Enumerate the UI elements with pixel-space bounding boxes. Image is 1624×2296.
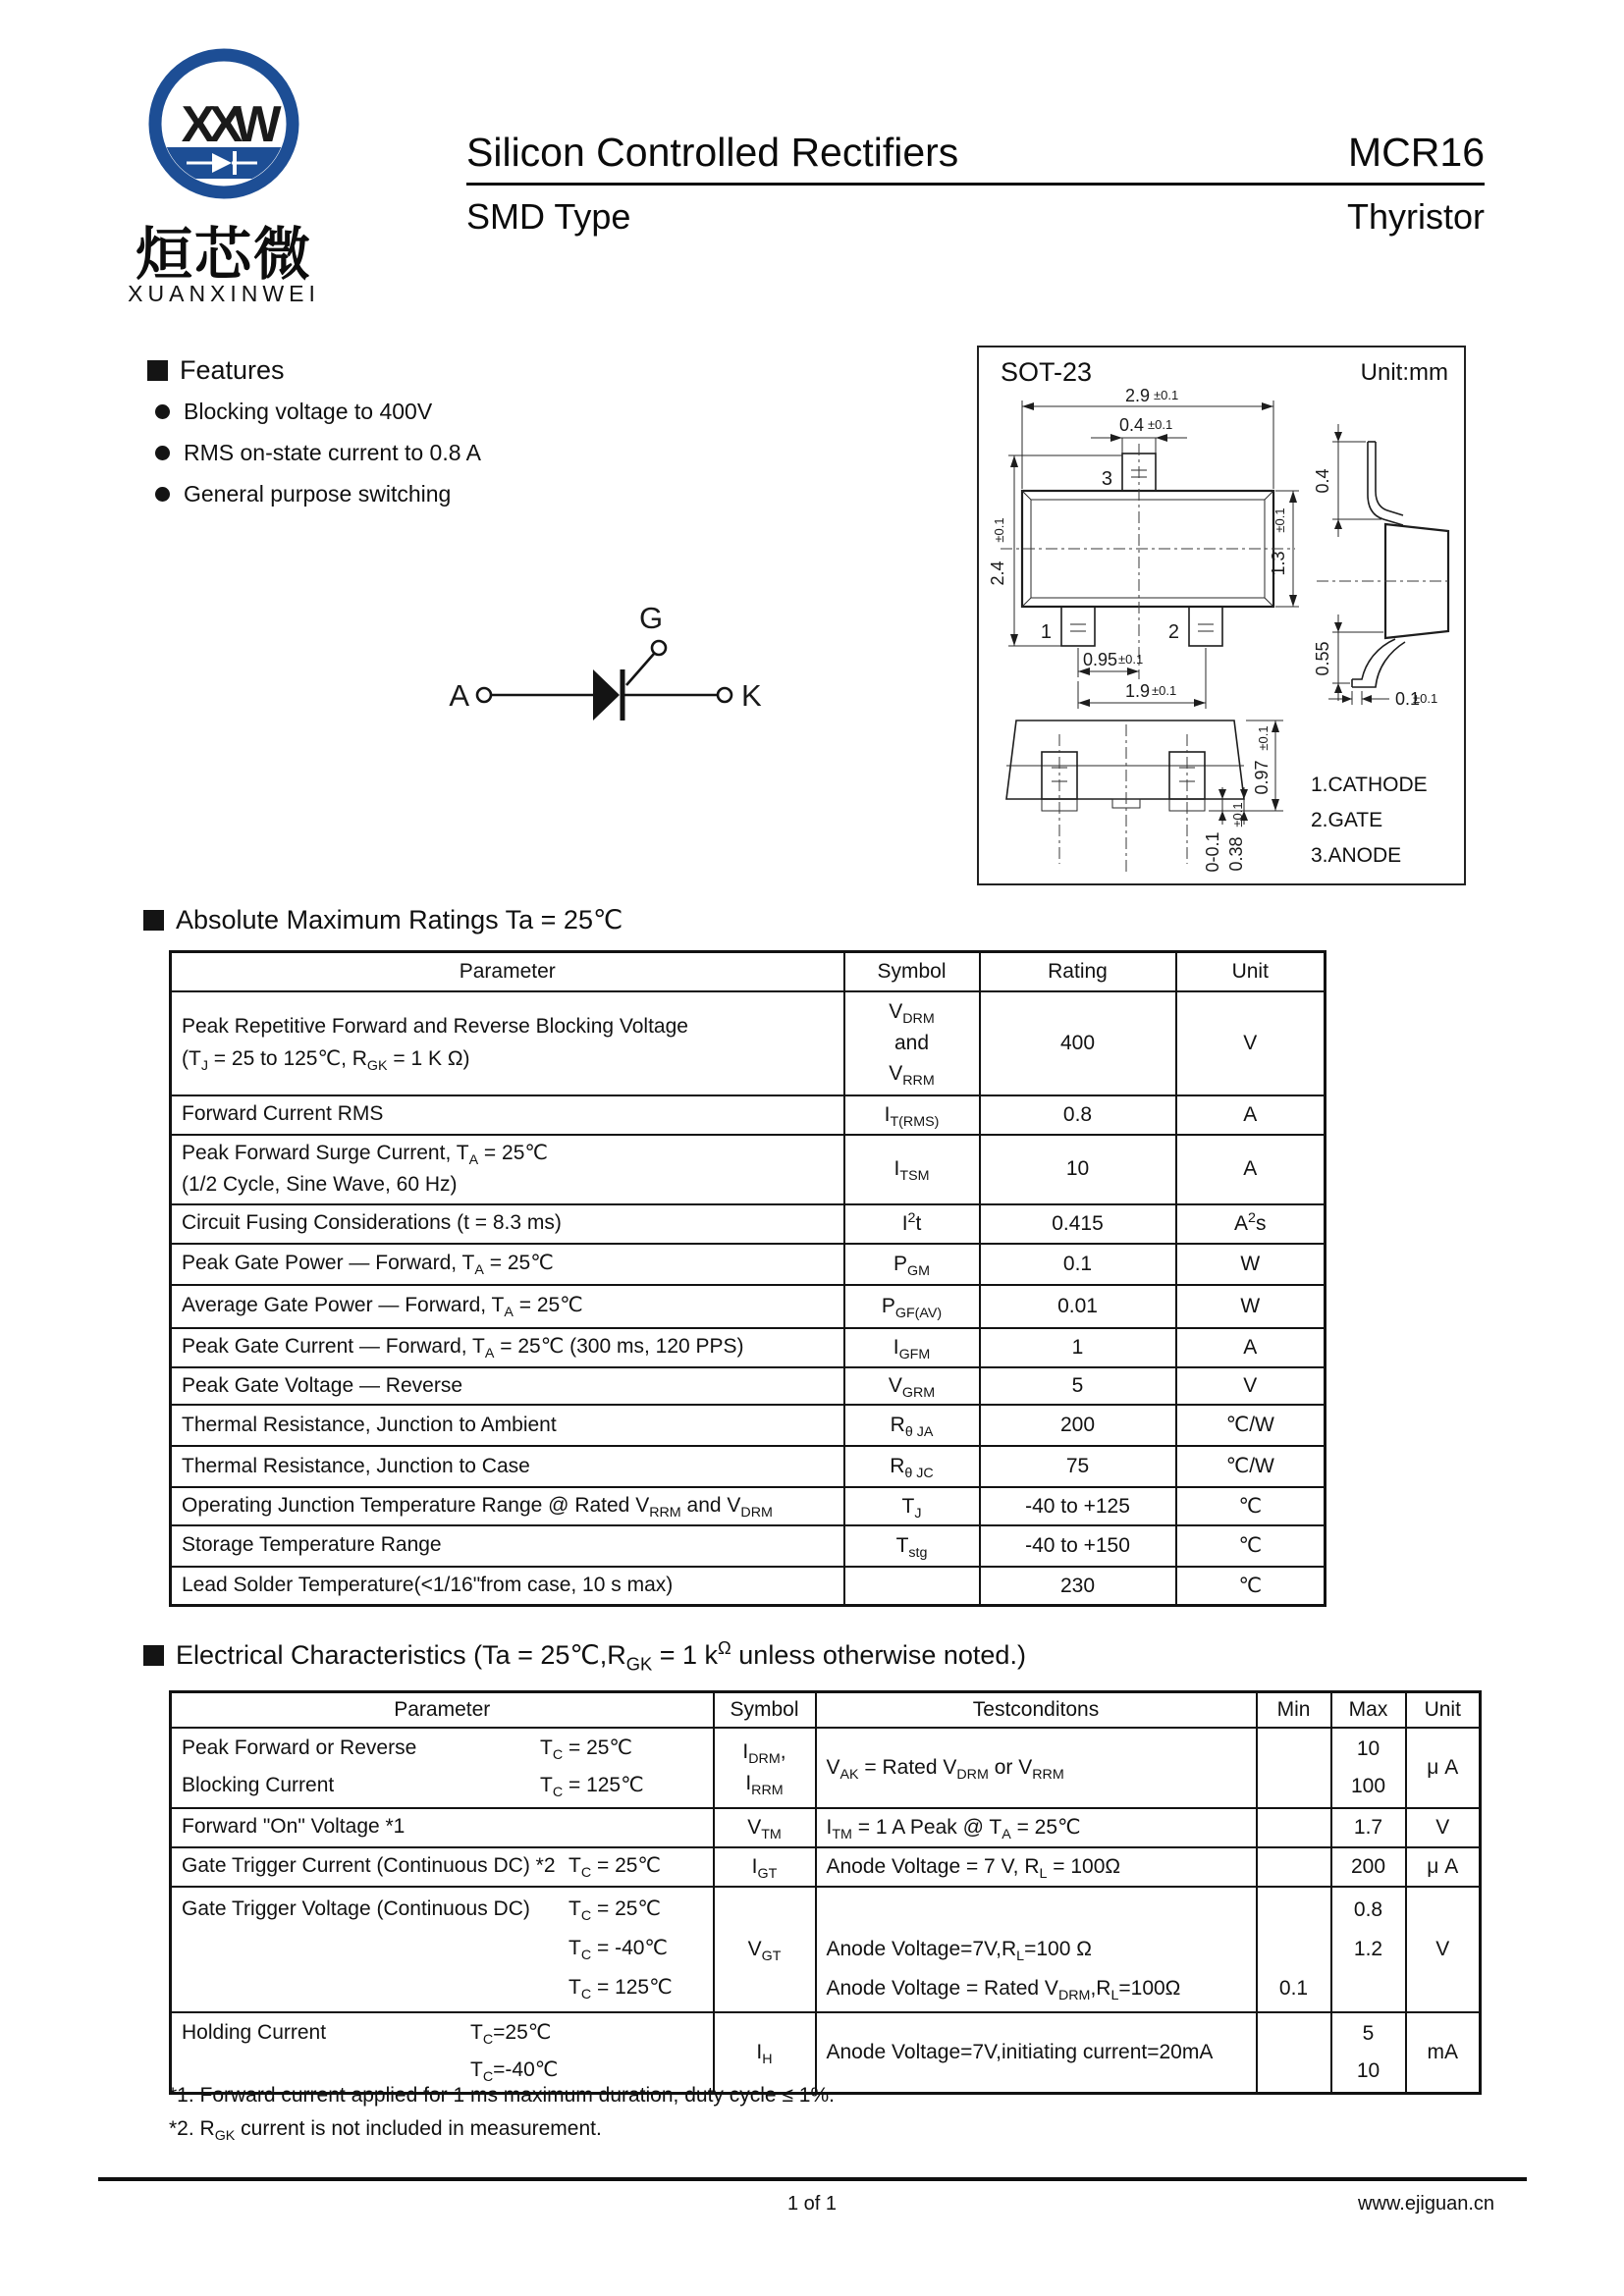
svg-text:±0.1: ±0.1 xyxy=(1256,725,1271,751)
svg-text:±0.1: ±0.1 xyxy=(1152,683,1177,698)
unit-cell: V xyxy=(1406,1808,1481,1847)
bullet-icon xyxy=(155,487,170,502)
param-cell: Forward "On" Voltage *1 xyxy=(171,1808,714,1847)
column-header: Min xyxy=(1257,1692,1331,1728)
max-cell: 200 xyxy=(1331,1847,1406,1887)
symbol-cell: $P_{GM}$ xyxy=(844,1244,980,1285)
svg-text:0.4: 0.4 xyxy=(1118,415,1144,435)
table-row xyxy=(171,1285,1326,1328)
svg-text:1.3: 1.3 xyxy=(1269,551,1288,576)
features-heading: Features xyxy=(147,355,285,386)
param-cell: Thermal Resistance, Junction to Ambient xyxy=(171,1405,844,1446)
unit-cell: W xyxy=(1176,1244,1326,1285)
testcondition-cell: $V_{AK}$ = Rated $V_{DRM}$ or $V_{RRM}$ xyxy=(816,1728,1257,1808)
testcondition-cell: Anode Voltage = 7 V, $R_L = 100\Omega$ xyxy=(816,1847,1257,1887)
symbol-cell: $T_{stg}$ xyxy=(844,1525,980,1567)
param-cell: Operating Junction Temperature Range @ Rated $V_{RRM}$ and $V_{DRM}$ xyxy=(171,1487,844,1525)
column-header: Symbol xyxy=(714,1692,816,1728)
svg-text:W: W xyxy=(233,96,282,153)
min-cell xyxy=(1257,1808,1331,1847)
unit-note: Unit:mm xyxy=(1360,359,1448,386)
svg-text:±0.1: ±0.1 xyxy=(1272,507,1287,533)
table-row xyxy=(171,1405,1326,1446)
svg-text:0.4: 0.4 xyxy=(1313,468,1332,494)
device-type: Thyristor xyxy=(1346,196,1485,237)
unit-cell: ℃ xyxy=(1176,1525,1326,1567)
min-cell xyxy=(1257,2012,1331,2094)
rating-cell: 10 xyxy=(980,1135,1176,1204)
table-row xyxy=(171,1847,1481,1887)
symbol-cell: $I_H$ xyxy=(714,2012,816,2094)
rating-cell: 400 xyxy=(980,991,1176,1095)
gate-label: G xyxy=(638,601,664,635)
min-cell xyxy=(1257,1847,1331,1887)
table-row xyxy=(171,991,1326,1095)
column-header: Parameter xyxy=(171,952,844,991)
symbol-cell: $I_{DRM}$, $I_{RRM}$ xyxy=(714,1728,816,1808)
testcondition-cell: $I_{TM} = 1$ A Peak @ $T_A$ = 25℃ xyxy=(816,1808,1257,1847)
column-header: Rating xyxy=(980,952,1176,991)
unit-cell: V xyxy=(1176,1367,1326,1406)
rating-cell: -40 to +125 xyxy=(980,1487,1176,1525)
rating-cell: 200 xyxy=(980,1405,1176,1446)
param-cell: Forward Current RMS xyxy=(171,1095,844,1135)
rating-cell: 75 xyxy=(980,1446,1176,1487)
table-row xyxy=(171,1728,1481,1808)
section-marker-icon xyxy=(143,1645,164,1666)
bullet-icon xyxy=(155,446,170,460)
rating-cell: 5 xyxy=(980,1367,1176,1406)
column-header: Max xyxy=(1331,1692,1406,1728)
svg-text:X: X xyxy=(208,96,244,153)
unit-cell: mA xyxy=(1406,2012,1481,2094)
param-cell: Holding Current $T_C=25℃$ $T_C=-40℃$ xyxy=(171,2012,714,2094)
min-cell: 0.1 xyxy=(1257,1887,1331,2012)
package-side-view xyxy=(1309,385,1456,709)
symbol-cell: $V_{TM}$ xyxy=(714,1808,816,1847)
rating-cell: 0.8 xyxy=(980,1095,1176,1135)
unit-cell: μ A xyxy=(1406,1847,1481,1887)
param-cell: Peak Gate Power — Forward, $T_A$ = 25℃ xyxy=(171,1244,844,1285)
part-number: MCR16 xyxy=(1348,130,1485,175)
max-cell: 10 100 xyxy=(1331,1728,1406,1808)
param-cell: Average Gate Power — Forward, $T_A$ = 25℃ xyxy=(171,1285,844,1328)
feature-item: RMS on-state current to 0.8 A xyxy=(155,440,481,466)
symbol-cell: $I_{GT}$ xyxy=(714,1847,816,1887)
symbol-cell: $I_{TSM}$ xyxy=(844,1135,980,1204)
svg-text:1: 1 xyxy=(1040,621,1052,643)
unit-cell: A xyxy=(1176,1328,1326,1367)
param-cell: Peak Gate Current — Forward, $T_A$ = 25℃ (300 ms, 120 PPS) xyxy=(171,1328,844,1367)
symbol-cell: $I^2t$ xyxy=(844,1204,980,1244)
table-row xyxy=(171,1567,1326,1606)
testcondition-cell: Anode Voltage=7V,initiating current=20mA xyxy=(816,2012,1257,2094)
table-header-row xyxy=(171,952,1326,991)
param-cell: Lead Solder Temperature(<1/16"from case, 10 s max) xyxy=(171,1567,844,1606)
column-header: Testconditons xyxy=(816,1692,1257,1728)
footnote: *2. $R_{GK}$ current is not included in measurement. xyxy=(169,2117,602,2145)
table-row xyxy=(171,1887,1481,2012)
rating-cell: 230 xyxy=(980,1567,1176,1606)
svg-text:1.9: 1.9 xyxy=(1124,681,1150,701)
table-row xyxy=(171,1244,1326,1285)
param-cell: Peak Gate Voltage — Reverse xyxy=(171,1367,844,1406)
table-row xyxy=(171,1525,1326,1567)
unit-cell: ℃/W xyxy=(1176,1446,1326,1487)
section-marker-icon xyxy=(147,360,168,381)
unit-cell: ℃ xyxy=(1176,1487,1326,1525)
svg-text:0.38: 0.38 xyxy=(1226,836,1246,872)
website-link: www.ejiguan.cn xyxy=(1358,2193,1494,2215)
unit-cell: V xyxy=(1176,991,1326,1095)
rating-cell: 0.01 xyxy=(980,1285,1176,1328)
param-cell: Peak Forward Surge Current, $T_A$ = 25℃ (1/2 Cycle, Sine Wave, 60 Hz) xyxy=(171,1135,844,1204)
svg-text:0.95: 0.95 xyxy=(1082,650,1117,669)
header-divider xyxy=(466,183,1485,186)
svg-text:2.4: 2.4 xyxy=(988,561,1007,586)
svg-text:0.55: 0.55 xyxy=(1313,641,1332,676)
cathode-label: K xyxy=(741,678,762,713)
ec-section-heading: Electrical Characteristics ($Ta = 25℃,R_{GK} = 1$ $k^\Omega$ unless otherwise noted.) xyxy=(143,1640,1026,1671)
param-cell: Peak Forward or Reverse $T_C$ = 25℃ Blocking Current $T_C$ = 125℃ xyxy=(171,1728,714,1808)
param-cell: Thermal Resistance, Junction to Case xyxy=(171,1446,844,1487)
bullet-icon xyxy=(155,404,170,419)
rating-cell: -40 to +150 xyxy=(980,1525,1176,1567)
company-name-en: XUANXINWEI xyxy=(128,281,320,306)
unit-cell: A xyxy=(1176,1135,1326,1204)
ec-table xyxy=(169,1690,1482,2095)
symbol-cell: $R_{\theta JC}$ xyxy=(844,1446,980,1487)
svg-text:0-0.1: 0-0.1 xyxy=(1203,831,1222,873)
param-cell: Gate Trigger Current (Continuous DC) *2 $T_C$ = 25℃ xyxy=(171,1847,714,1887)
pin-function: 1.CATHODE xyxy=(1311,774,1428,796)
svg-text:2.9: 2.9 xyxy=(1124,386,1150,405)
pin-function: 2.GATE xyxy=(1311,809,1383,831)
param-cell: Gate Trigger Voltage (Continuous DC) $T_C$ = 25℃ $T_C$ = -40℃ $T_C$ = 125℃ xyxy=(171,1887,714,2012)
table-row xyxy=(171,1487,1326,1525)
symbol-cell: $R_{\theta JA}$ xyxy=(844,1405,980,1446)
table-header-row xyxy=(171,1692,1481,1728)
testcondition-cell: Anode $Voltage=7V,R_L=100$ Ω Anode Voltage = Rated $V_{DRM},R_L=100\Omega$ xyxy=(816,1887,1257,2012)
svg-text:±0.1: ±0.1 xyxy=(992,517,1006,543)
unit-cell: V xyxy=(1406,1887,1481,2012)
pin-function-list xyxy=(1311,768,1428,874)
thyristor-symbol-diagram xyxy=(383,560,785,736)
footer-divider xyxy=(98,2177,1527,2181)
svg-text:±0.1: ±0.1 xyxy=(1118,652,1144,667)
column-header: Unit xyxy=(1406,1692,1481,1728)
symbol-cell: $I_{GFM}$ xyxy=(844,1328,980,1367)
svg-text:3: 3 xyxy=(1101,468,1112,490)
company-name-cn: 烜芯微 xyxy=(135,223,312,287)
footnotes xyxy=(169,2079,835,2146)
svg-text:X: X xyxy=(181,96,216,153)
table-row xyxy=(171,1095,1326,1135)
table-row xyxy=(171,1446,1326,1487)
symbol-cell: $T_J$ xyxy=(844,1487,980,1525)
anode-label: A xyxy=(449,678,469,713)
table-row xyxy=(171,1135,1326,1204)
unit-cell: W xyxy=(1176,1285,1326,1328)
rating-cell: 1 xyxy=(980,1328,1176,1367)
param-cell: Storage Temperature Range xyxy=(171,1525,844,1567)
package-name: SOT-23 xyxy=(1001,357,1093,387)
symbol-cell: $V_{GT}$ xyxy=(714,1887,816,2012)
symbol-cell: $V_{DRM}$ and $V_{RRM}$ xyxy=(844,991,980,1095)
logo-mark-icon xyxy=(137,39,310,208)
table-row xyxy=(171,1808,1481,1847)
doc-subtitle: SMD Type xyxy=(466,196,631,237)
symbol-cell: $P_{GF(AV)}$ xyxy=(844,1285,980,1328)
param-cell: Circuit Fusing Considerations (t = 8.3 ms) xyxy=(171,1204,844,1244)
amr-section-heading: Absolute Maximum Ratings Ta = 25℃ xyxy=(143,905,623,935)
rating-cell: 0.1 xyxy=(980,1244,1176,1285)
svg-text:2: 2 xyxy=(1167,621,1179,643)
symbol-cell: $V_{GRM}$ xyxy=(844,1367,980,1406)
unit-cell: A xyxy=(1176,1095,1326,1135)
doc-title: Silicon Controlled Rectifiers xyxy=(466,130,959,175)
package-drawing-panel xyxy=(977,346,1466,885)
svg-text:±0.1: ±0.1 xyxy=(1148,417,1173,432)
table-row xyxy=(171,1328,1326,1367)
amr-table xyxy=(169,950,1326,1607)
max-cell: 0.8 1.2 xyxy=(1331,1887,1406,2012)
pin-function: 3.ANODE xyxy=(1311,844,1402,867)
max-cell: 1.7 xyxy=(1331,1808,1406,1847)
table-row xyxy=(171,1204,1326,1244)
unit-cell: ℃ xyxy=(1176,1567,1326,1606)
svg-text:±0.1: ±0.1 xyxy=(1154,388,1179,402)
table-row xyxy=(171,1367,1326,1406)
page-number: 1 of 1 xyxy=(786,2193,838,2215)
svg-text:±0.1: ±0.1 xyxy=(1230,802,1245,828)
package-front-view xyxy=(987,707,1311,881)
unit-cell: μ A xyxy=(1406,1728,1481,1808)
svg-text:±0.1: ±0.1 xyxy=(1413,691,1438,706)
symbol-cell: $I_{T(RMS)}$ xyxy=(844,1095,980,1135)
min-cell xyxy=(1257,1728,1331,1808)
unit-cell: $A^2s$ xyxy=(1176,1204,1326,1244)
column-header: Symbol xyxy=(844,952,980,991)
footnote: *1. Forward current applied for 1 ms maximum duration, duty cycle ≤ 1%. xyxy=(169,2084,835,2107)
rating-cell: 0.415 xyxy=(980,1204,1176,1244)
symbol-cell xyxy=(844,1567,980,1606)
column-header: Parameter xyxy=(171,1692,714,1728)
section-marker-icon xyxy=(143,910,164,931)
param-cell: Peak Repetitive Forward and Reverse Blocking Voltage ($T_J = 25$ to 125℃, $R_{GK} = 1$ K Ω) xyxy=(171,991,844,1095)
feature-item: General purpose switching xyxy=(155,481,451,507)
max-cell: 5 10 xyxy=(1331,2012,1406,2094)
package-top-view xyxy=(985,385,1309,719)
unit-cell: ℃/W xyxy=(1176,1405,1326,1446)
svg-text:0.97: 0.97 xyxy=(1252,760,1272,795)
column-header: Unit xyxy=(1176,952,1326,991)
svg-text:0.1: 0.1 xyxy=(1395,689,1421,709)
feature-item: Blocking voltage to 400V xyxy=(155,399,432,425)
